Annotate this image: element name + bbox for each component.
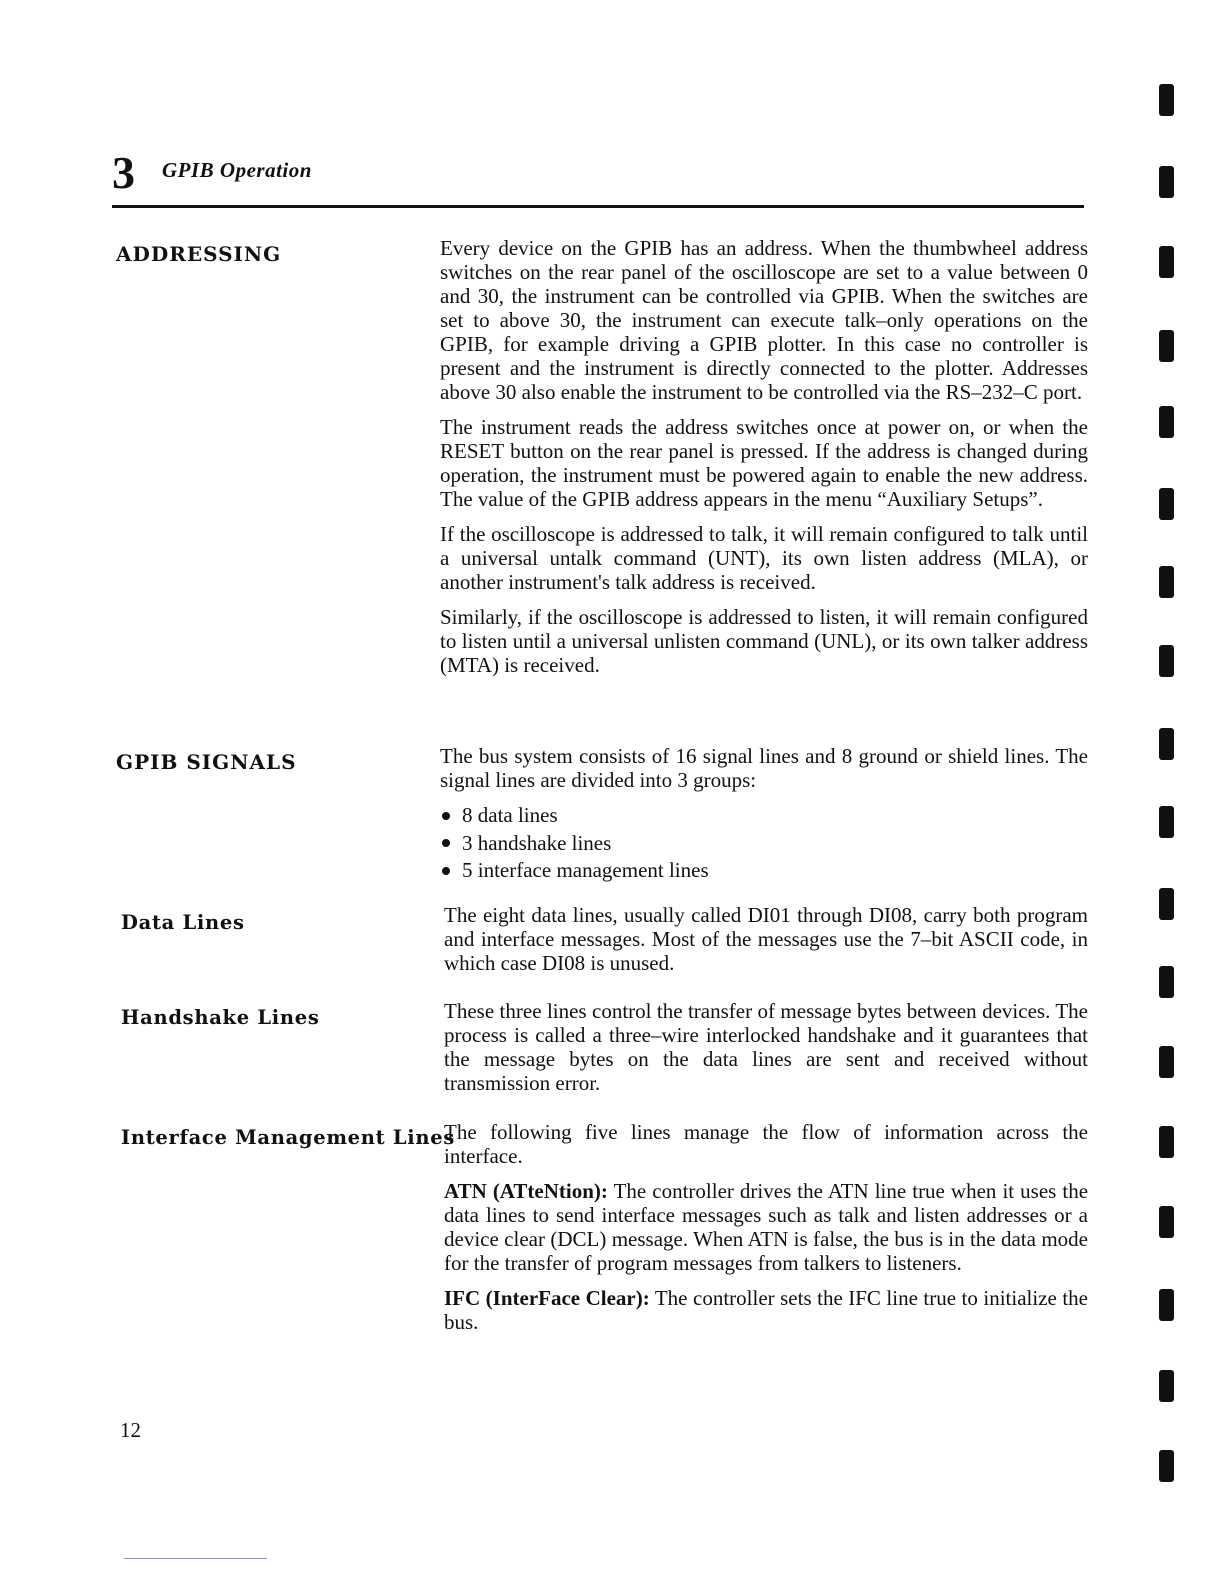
section-body-handshake-lines	[444, 999, 1088, 1106]
paragraph: The bus system consists of 16 signal lines and 8 ground or shield lines. The signal lines are divided into 3 groups:	[440, 744, 1088, 792]
binding-mark	[1159, 1206, 1174, 1238]
binding-mark	[1159, 1289, 1174, 1321]
binding-mark	[1159, 84, 1174, 116]
paragraph: If the oscilloscope is addressed to talk, it will remain configured to talk until a universal untalk command (UNT), its own listen address (MLA), or another instrument's talk address is received.	[440, 522, 1088, 594]
binding-mark	[1159, 246, 1174, 278]
term-ifc: IFC (InterFace Clear):	[444, 1286, 650, 1310]
binding-mark	[1159, 406, 1174, 438]
section-heading-handshake-lines: Handshake Lines	[121, 1006, 320, 1029]
section-heading-interface-management: Interface Management Lines	[121, 1126, 456, 1149]
header-rule	[112, 205, 1084, 208]
signal-groups-list	[440, 803, 1088, 882]
binding-mark	[1159, 1126, 1174, 1158]
binding-mark	[1159, 645, 1174, 677]
paragraph: These three lines control the transfer of message bytes between devices. The process is called a three–wire interlocked handshake and it guarantees that the message bytes on the data lines are sent and received without transmission error.	[444, 999, 1088, 1095]
bullet-icon	[442, 812, 450, 820]
section-body-data-lines	[444, 903, 1088, 986]
list-item: 3 handshake lines	[440, 831, 1088, 855]
section-heading-gpib-signals: GPIB SIGNALS	[116, 750, 297, 774]
footer-line	[124, 1558, 267, 1559]
page-number: 12	[120, 1418, 141, 1442]
binding-mark	[1159, 806, 1174, 838]
section-heading-addressing: ADDRESSING	[116, 242, 282, 266]
binding-mark	[1159, 966, 1174, 998]
binding-mark	[1159, 1046, 1174, 1078]
paragraph: The instrument reads the address switches once at power on, or when the RESET button on the rear panel is pressed. If the address is changed during operation, the instrument must be powered again to enable the new address. The value of the GPIB address appears in the menu “Auxiliary Setups”.	[440, 415, 1088, 511]
binding-mark	[1159, 1450, 1174, 1482]
binding-mark	[1159, 566, 1174, 598]
paragraph-ifc: IFC (InterFace Clear): The controller sets the IFC line true to initialize the bus.	[444, 1286, 1089, 1334]
binding-mark	[1159, 330, 1174, 362]
paragraph: The eight data lines, usually called DI01 through DI08, carry both program and interface messages. Most of the messages use the 7–bit ASCII code, in which case DI08 is unused.	[444, 903, 1088, 975]
binding-mark	[1159, 1370, 1174, 1402]
paragraph: The following five lines manage the flow of information across the interface.	[444, 1120, 1088, 1168]
binding-mark	[1159, 728, 1174, 760]
paragraph: Similarly, if the oscilloscope is addressed to listen, it will remain configured to listen until a universal unlisten command (UNL), or its own talker address (MTA) is received.	[440, 605, 1088, 677]
section-heading-data-lines: Data Lines	[121, 911, 245, 934]
section-body-interface-management	[444, 1120, 1088, 1345]
binding-mark	[1159, 166, 1174, 198]
list-item: 8 data lines	[440, 803, 1088, 827]
bullet-icon	[442, 839, 450, 847]
section-body-gpib-signals	[440, 744, 1088, 886]
paragraph-atn: ATN (ATteNtion): The controller drives the ATN line true when it uses the data lines to send interface messages such as talk and listen addresses or a device clear (DCL) message. When ATN is false, the bus is in the data mode for the transfer of program messages from talkers to listeners.	[444, 1179, 1089, 1275]
binding-mark	[1159, 488, 1174, 520]
binding-mark	[1159, 888, 1174, 920]
chapter-title: GPIB Operation	[162, 158, 312, 182]
section-body-addressing	[440, 236, 1088, 688]
term-atn: ATN (ATteNtion):	[444, 1179, 608, 1203]
paragraph: Every device on the GPIB has an address. When the thumbwheel address switches on the rear panel of the oscilloscope are set to a value between 0 and 30, the instrument can be controlled via GPIB. When the switches are set to above 30, the instrument can execute talk–only operations on the GPIB, for example driving a GPIB plotter. In this case no controller is present and the instrument is directly connected to the plotter. Addresses above 30 also enable the instrument to be controlled via the RS–232–C port.	[440, 236, 1088, 404]
list-item: 5 interface management lines	[440, 858, 1088, 882]
chapter-number: 3	[112, 147, 135, 198]
bullet-icon	[442, 867, 450, 875]
